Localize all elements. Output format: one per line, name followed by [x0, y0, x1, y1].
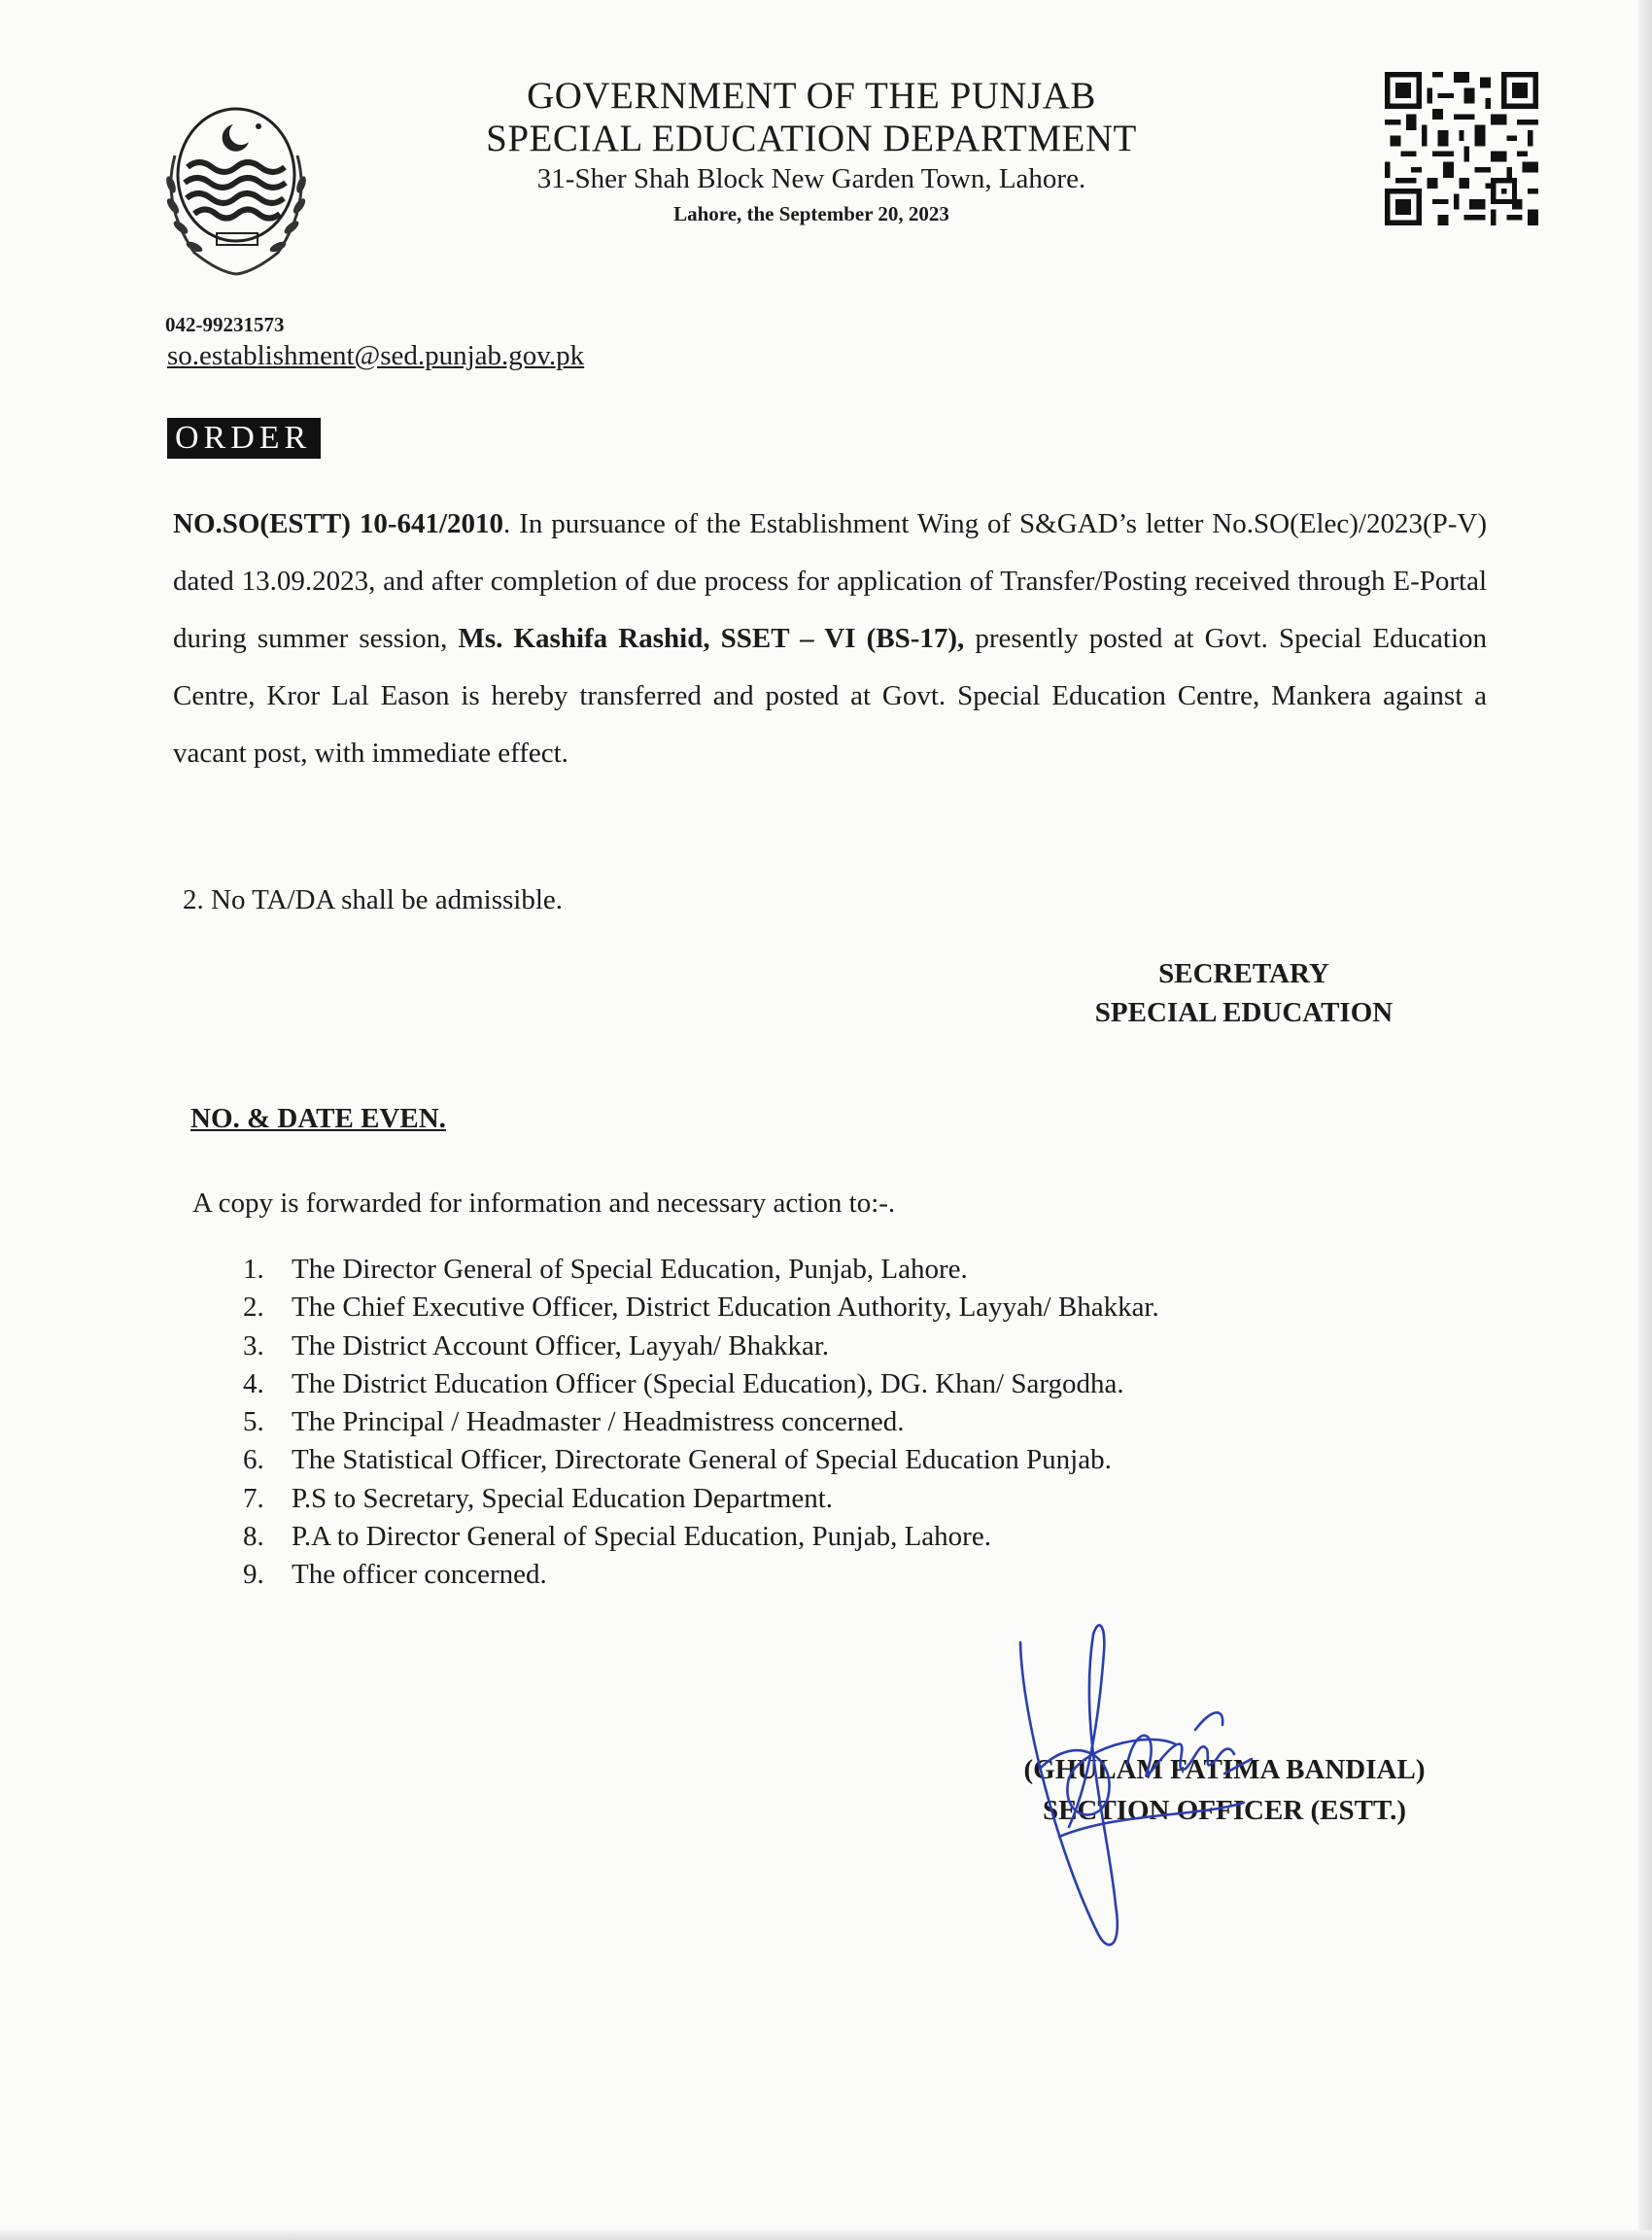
copy-forward-list — [243, 1251, 1159, 1595]
order-text-part2: presently posted at Govt. Special Education Centre, Kror Lal Eason is hereby transferred and posted at Govt. Special Education Centre, Mankera against a vacant post, with immediate effect. — [173, 623, 1487, 769]
order-point-2: 2. No TA/DA shall be admissible. — [183, 884, 564, 915]
handwritten-signature-icon — [1001, 1613, 1283, 1963]
list-item-text: P.S to Secretary, Special Education Department. — [292, 1482, 834, 1514]
list-item-text: The Principal / Headmaster / Headmistress concerned. — [292, 1406, 905, 1438]
list-item-text: The Statistical Officer, Directorate General of Special Education Punjab. — [292, 1444, 1112, 1476]
page-edge-shadow-bottom — [0, 2230, 1652, 2240]
secretary-department: SPECIAL EDUCATION — [1094, 997, 1394, 1028]
list-item — [243, 1403, 1159, 1441]
order-heading: ORDER — [167, 418, 321, 459]
list-item — [243, 1327, 1159, 1365]
list-item-number: 4. — [243, 1367, 264, 1399]
section-officer-name: (GHULAM FATIMA BANDIAL) — [1023, 1754, 1426, 1785]
list-item-number: 8. — [243, 1521, 264, 1553]
list-item — [243, 1480, 1159, 1518]
phone-number: 042-99231573 — [165, 313, 285, 336]
list-item-text: P.A to Director General of Special Education, Punjab, Lahore. — [292, 1521, 991, 1553]
section-officer-title: SECTION OFFICER (ESTT.) — [1042, 1795, 1407, 1826]
letter-date: Lahore, the September 20, 2023 — [673, 202, 949, 225]
email-link[interactable]: so.establishment@sed.punjab.gov.pk — [167, 340, 585, 371]
list-item — [243, 1441, 1159, 1479]
department-address: 31-Sher Shah Block New Garden Town, Lahore. — [536, 163, 1086, 194]
list-item-number: 9. — [243, 1559, 264, 1591]
list-item-text: The District Education Officer (Special Education), DG. Khan/ Sargodha. — [292, 1367, 1124, 1399]
list-item-text: The officer concerned. — [292, 1559, 547, 1591]
page-edge-shadow — [1638, 0, 1652, 2240]
list-item-number: 3. — [243, 1329, 264, 1361]
list-item — [243, 1251, 1159, 1289]
order-reference-number: NO.SO(ESTT) 10-641/2010 — [173, 508, 504, 539]
list-item — [243, 1365, 1159, 1403]
list-item — [243, 1518, 1159, 1556]
list-item-number: 2. — [243, 1292, 264, 1324]
list-item-number: 1. — [243, 1254, 264, 1285]
officer-name: Ms. Kashifa Rashid, SSET – VI (BS-17), — [458, 623, 965, 654]
list-item — [243, 1289, 1159, 1327]
secretary-title: SECRETARY — [1158, 958, 1329, 989]
list-item-number: 6. — [243, 1444, 264, 1476]
list-item-text: The Director General of Special Education, Punjab, Lahore. — [292, 1254, 968, 1285]
punjab-emblem-icon — [144, 97, 328, 282]
order-text-part1: . In pursuance of the Establishment Wing of S&GAD’s letter No.SO(Elec)/2023(P-V) dated 13.09.2023, and after completion of due process for application of Transfer/Posting received through E-Portal during summer session, — [173, 508, 1487, 654]
no-date-even-heading: NO. & DATE EVEN. — [190, 1103, 446, 1134]
order-paragraph — [173, 496, 1487, 782]
list-item-number: 7. — [243, 1482, 264, 1514]
secretary-signature-block — [1050, 954, 1438, 1032]
qr-code-icon — [1385, 72, 1538, 225]
department-title: SPECIAL EDUCATION DEPARTMENT — [486, 118, 1137, 159]
list-item-text: The Chief Executive Officer, District Education Authority, Layyah/ Bhakkar. — [292, 1292, 1159, 1324]
list-item — [243, 1556, 1159, 1594]
government-title: GOVERNMENT OF THE PUNJAB — [527, 75, 1096, 117]
list-item-text: The District Account Officer, Layyah/ Bhakkar. — [292, 1329, 830, 1361]
list-item-number: 5. — [243, 1406, 264, 1438]
forward-text: A copy is forwarded for information and necessary action to:-. — [192, 1188, 896, 1219]
